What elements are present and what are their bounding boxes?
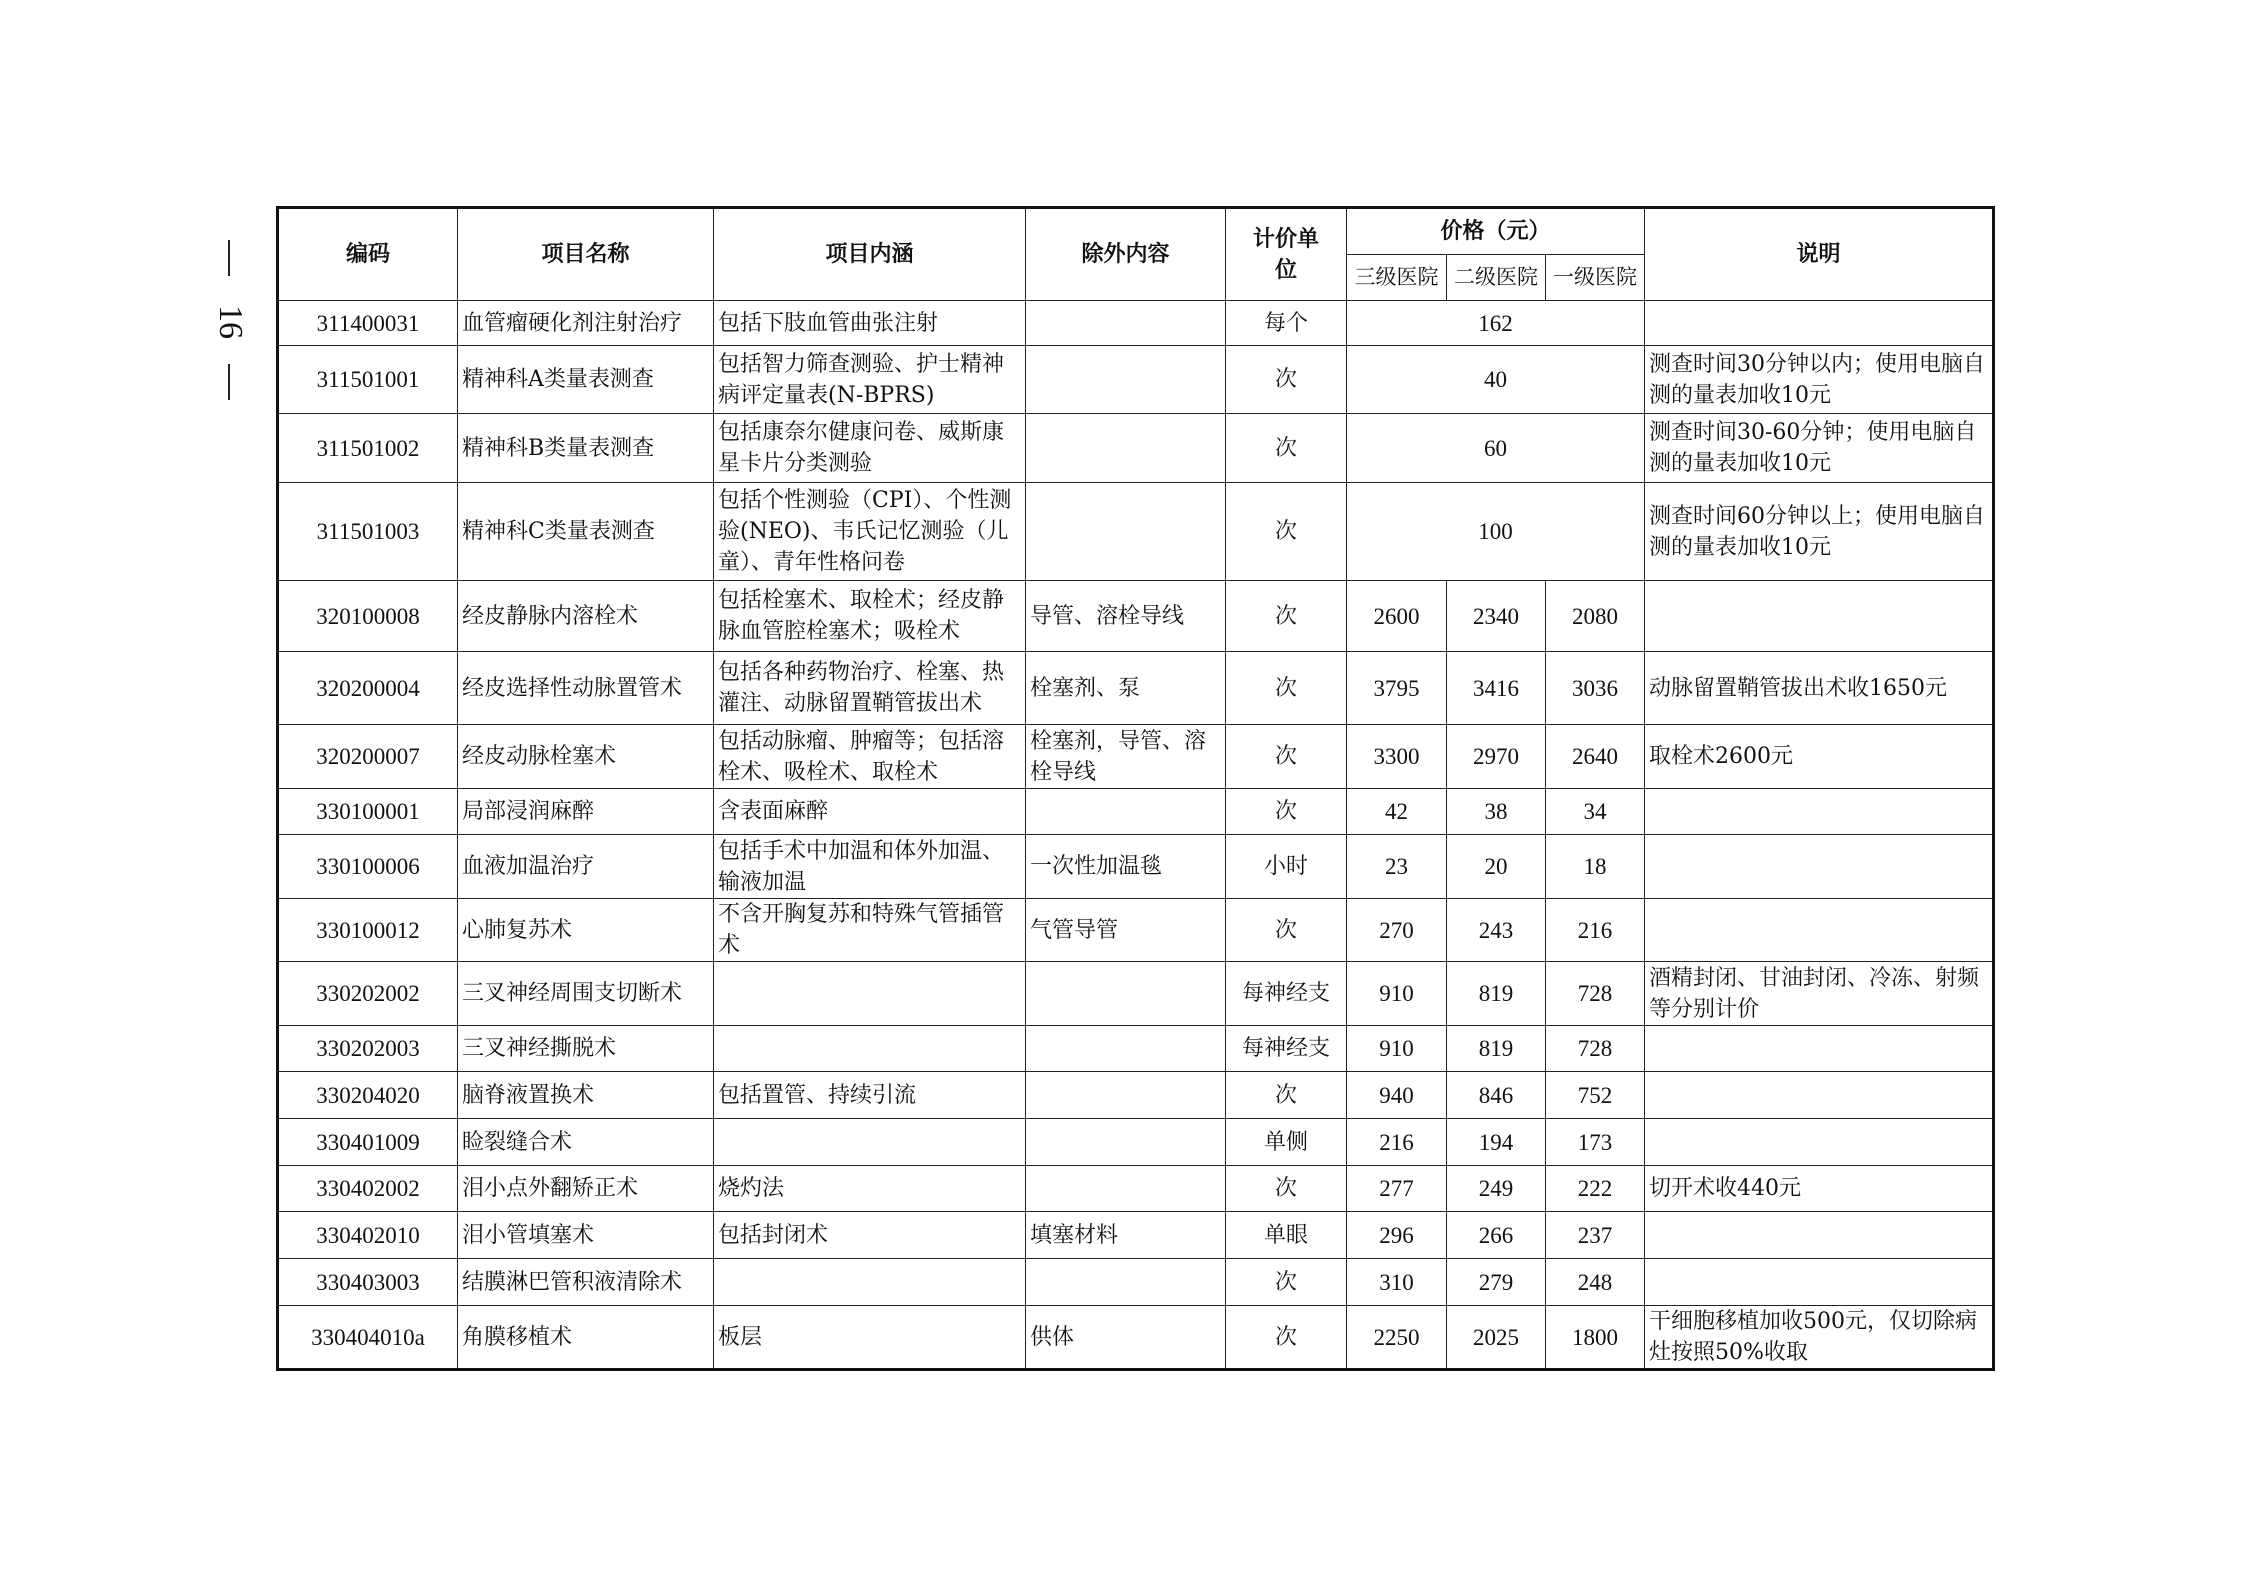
header-level2: 二级医院 [1447, 255, 1546, 301]
table-row [278, 414, 1994, 483]
cell-price-level3: 216 [1347, 1119, 1447, 1166]
cell-name: 泪小管填塞术 [458, 1212, 714, 1259]
cell-name: 经皮动脉栓塞术 [458, 725, 714, 789]
cell-name: 角膜移植术 [458, 1306, 714, 1370]
table-row [278, 581, 1994, 652]
page-number: 16 [212, 305, 249, 339]
cell-content: 含表面麻醉 [714, 789, 1026, 835]
cell-price-level1: 248 [1546, 1259, 1645, 1306]
cell-excluded: 气管导管 [1026, 899, 1226, 962]
cell-content: 包括康奈尔健康问卷、威斯康星卡片分类测验 [714, 414, 1026, 483]
cell-price-level2: 819 [1447, 1026, 1546, 1072]
cell-name: 泪小点外翻矫正术 [458, 1166, 714, 1212]
cell-note: 干细胞移植加收500元，仅切除病灶按照50%收取 [1645, 1306, 1994, 1370]
table-row [278, 962, 1994, 1026]
cell-name: 精神科C类量表测查 [458, 483, 714, 581]
table-row [278, 1306, 1994, 1370]
cell-code: 320100008 [278, 581, 458, 652]
cell-content [714, 1026, 1026, 1072]
table-row [278, 1212, 1994, 1259]
cell-excluded [1026, 962, 1226, 1026]
cell-price-level3: 270 [1347, 899, 1447, 962]
cell-excluded: 填塞材料 [1026, 1212, 1226, 1259]
cell-price-level2: 846 [1447, 1072, 1546, 1119]
cell-price-level3: 2600 [1347, 581, 1447, 652]
cell-note [1645, 1072, 1994, 1119]
cell-code: 330100001 [278, 789, 458, 835]
header-note: 说明 [1645, 208, 1994, 301]
cell-content: 包括智力筛查测验、护士精神病评定量表(N-BPRS) [714, 346, 1026, 414]
cell-price-level3: 296 [1347, 1212, 1447, 1259]
cell-name: 血液加温治疗 [458, 835, 714, 899]
cell-note [1645, 1212, 1994, 1259]
cell-content: 包括栓塞术、取栓术；经皮静脉血管腔栓塞术；吸栓术 [714, 581, 1026, 652]
table-row [278, 725, 1994, 789]
cell-excluded [1026, 1259, 1226, 1306]
cell-unit: 单眼 [1226, 1212, 1347, 1259]
cell-price-level1: 728 [1546, 962, 1645, 1026]
cell-note: 测查时间30-60分钟；使用电脑自测的量表加收10元 [1645, 414, 1994, 483]
cell-unit: 次 [1226, 1072, 1347, 1119]
cell-excluded [1026, 789, 1226, 835]
cell-price-level3: 310 [1347, 1259, 1447, 1306]
cell-excluded [1026, 1072, 1226, 1119]
cell-price-level3: 3300 [1347, 725, 1447, 789]
cell-price-level1: 728 [1546, 1026, 1645, 1072]
cell-note: 测查时间60分钟以上；使用电脑自测的量表加收10元 [1645, 483, 1994, 581]
table-row [278, 483, 1994, 581]
cell-price-level1: 222 [1546, 1166, 1645, 1212]
cell-content: 包括个性测验（CPI）、个性测验(NEO)、韦氏记忆测验（儿童）、青年性格问卷 [714, 483, 1026, 581]
cell-price-level2: 38 [1447, 789, 1546, 835]
cell-price-level2: 2025 [1447, 1306, 1546, 1370]
cell-note: 测查时间30分钟以内；使用电脑自测的量表加收10元 [1645, 346, 1994, 414]
table-row [278, 1119, 1994, 1166]
table-row [278, 346, 1994, 414]
cell-code: 330202002 [278, 962, 458, 1026]
cell-unit: 次 [1226, 899, 1347, 962]
cell-name: 结膜淋巴管积液清除术 [458, 1259, 714, 1306]
cell-unit: 次 [1226, 346, 1347, 414]
cell-content: 烧灼法 [714, 1166, 1026, 1212]
cell-content: 包括封闭术 [714, 1212, 1026, 1259]
cell-unit: 次 [1226, 483, 1347, 581]
header-code: 编码 [278, 208, 458, 301]
cell-note [1645, 301, 1994, 346]
cell-price-level1: 3036 [1546, 652, 1645, 725]
cell-code: 330100012 [278, 899, 458, 962]
page-number-marker [205, 240, 255, 400]
cell-note: 切开术收440元 [1645, 1166, 1994, 1212]
cell-note [1645, 835, 1994, 899]
cell-note [1645, 1026, 1994, 1072]
cell-unit: 次 [1226, 581, 1347, 652]
table-row [278, 789, 1994, 835]
cell-note [1645, 581, 1994, 652]
cell-code: 330100006 [278, 835, 458, 899]
cell-price-all: 60 [1347, 414, 1645, 483]
table-row [278, 301, 1994, 346]
cell-code: 320200004 [278, 652, 458, 725]
cell-price-level1: 18 [1546, 835, 1645, 899]
cell-price-level3: 2250 [1347, 1306, 1447, 1370]
cell-price-level1: 752 [1546, 1072, 1645, 1119]
cell-name: 心肺复苏术 [458, 899, 714, 962]
table-row [278, 1072, 1994, 1119]
cell-content: 包括手术中加温和体外加温、输液加温 [714, 835, 1026, 899]
cell-excluded: 导管、溶栓导线 [1026, 581, 1226, 652]
header-level1: 一级医院 [1546, 255, 1645, 301]
cell-excluded [1026, 483, 1226, 581]
cell-unit: 每神经支 [1226, 1026, 1347, 1072]
cell-code: 330401009 [278, 1119, 458, 1166]
cell-unit: 每神经支 [1226, 962, 1347, 1026]
cell-excluded [1026, 1119, 1226, 1166]
cell-price-level3: 940 [1347, 1072, 1447, 1119]
cell-name: 睑裂缝合术 [458, 1119, 714, 1166]
cell-price-level2: 20 [1447, 835, 1546, 899]
cell-unit: 次 [1226, 414, 1347, 483]
cell-price-level1: 216 [1546, 899, 1645, 962]
page-number-dash-bottom [228, 364, 230, 400]
cell-excluded [1026, 1026, 1226, 1072]
cell-content [714, 1119, 1026, 1166]
cell-unit: 次 [1226, 1259, 1347, 1306]
cell-content [714, 962, 1026, 1026]
cell-price-all: 162 [1347, 301, 1645, 346]
cell-price-level2: 819 [1447, 962, 1546, 1026]
cell-code: 330402002 [278, 1166, 458, 1212]
cell-name: 经皮选择性动脉置管术 [458, 652, 714, 725]
cell-excluded: 一次性加温毯 [1026, 835, 1226, 899]
cell-code: 311501001 [278, 346, 458, 414]
cell-content: 包括动脉瘤、肿瘤等；包括溶栓术、吸栓术、取栓术 [714, 725, 1026, 789]
cell-price-level1: 237 [1546, 1212, 1645, 1259]
cell-unit: 次 [1226, 725, 1347, 789]
cell-code: 330403003 [278, 1259, 458, 1306]
header-unit: 计价单位 [1226, 208, 1347, 301]
cell-note [1645, 1119, 1994, 1166]
cell-price-all: 100 [1347, 483, 1645, 581]
cell-content: 包括下肢血管曲张注射 [714, 301, 1026, 346]
cell-price-level3: 42 [1347, 789, 1447, 835]
cell-price-level1: 2640 [1546, 725, 1645, 789]
cell-price-level2: 266 [1447, 1212, 1546, 1259]
cell-name: 精神科B类量表测查 [458, 414, 714, 483]
cell-code: 311501002 [278, 414, 458, 483]
cell-price-level2: 279 [1447, 1259, 1546, 1306]
cell-note: 动脉留置鞘管拔出术收1650元 [1645, 652, 1994, 725]
cell-price-all: 40 [1347, 346, 1645, 414]
cell-excluded [1026, 414, 1226, 483]
cell-unit: 次 [1226, 1306, 1347, 1370]
cell-code: 330404010a [278, 1306, 458, 1370]
cell-price-level2: 243 [1447, 899, 1546, 962]
cell-price-level1: 2080 [1546, 581, 1645, 652]
cell-code: 311400031 [278, 301, 458, 346]
table-row [278, 1259, 1994, 1306]
header-price: 价格（元） [1347, 208, 1645, 255]
cell-name: 精神科A类量表测查 [458, 346, 714, 414]
cell-code: 320200007 [278, 725, 458, 789]
cell-content: 包括置管、持续引流 [714, 1072, 1026, 1119]
cell-note: 取栓术2600元 [1645, 725, 1994, 789]
cell-price-level1: 34 [1546, 789, 1645, 835]
cell-excluded: 栓塞剂、泵 [1026, 652, 1226, 725]
cell-unit: 小时 [1226, 835, 1347, 899]
cell-excluded [1026, 1166, 1226, 1212]
cell-price-level2: 194 [1447, 1119, 1546, 1166]
cell-price-level3: 277 [1347, 1166, 1447, 1212]
cell-name: 经皮静脉内溶栓术 [458, 581, 714, 652]
table-row [278, 899, 1994, 962]
cell-price-level1: 1800 [1546, 1306, 1645, 1370]
cell-unit: 次 [1226, 1166, 1347, 1212]
cell-price-level1: 173 [1546, 1119, 1645, 1166]
cell-unit: 次 [1226, 789, 1347, 835]
table-row [278, 835, 1994, 899]
price-table [276, 206, 1995, 1371]
cell-unit: 每个 [1226, 301, 1347, 346]
cell-content [714, 1259, 1026, 1306]
cell-name: 局部浸润麻醉 [458, 789, 714, 835]
page-number-dash-top [228, 240, 230, 276]
cell-content: 不含开胸复苏和特殊气管插管术 [714, 899, 1026, 962]
header-level3: 三级医院 [1347, 255, 1447, 301]
cell-price-level2: 2970 [1447, 725, 1546, 789]
cell-price-level2: 2340 [1447, 581, 1546, 652]
cell-name: 血管瘤硬化剂注射治疗 [458, 301, 714, 346]
cell-code: 330202003 [278, 1026, 458, 1072]
header-excluded: 除外内容 [1026, 208, 1226, 301]
cell-note: 酒精封闭、甘油封闭、冷冻、射频等分别计价 [1645, 962, 1994, 1026]
cell-price-level3: 910 [1347, 962, 1447, 1026]
cell-code: 330402010 [278, 1212, 458, 1259]
cell-unit: 次 [1226, 652, 1347, 725]
cell-name: 三叉神经撕脱术 [458, 1026, 714, 1072]
cell-name: 脑脊液置换术 [458, 1072, 714, 1119]
header-name: 项目名称 [458, 208, 714, 301]
cell-code: 330204020 [278, 1072, 458, 1119]
cell-content: 板层 [714, 1306, 1026, 1370]
cell-excluded: 供体 [1026, 1306, 1226, 1370]
cell-excluded [1026, 346, 1226, 414]
cell-price-level2: 3416 [1447, 652, 1546, 725]
table-row [278, 652, 1994, 725]
cell-price-level3: 23 [1347, 835, 1447, 899]
cell-note [1645, 789, 1994, 835]
cell-name: 三叉神经周围支切断术 [458, 962, 714, 1026]
cell-excluded: 栓塞剂，导管、溶栓导线 [1026, 725, 1226, 789]
cell-price-level3: 910 [1347, 1026, 1447, 1072]
cell-excluded [1026, 301, 1226, 346]
cell-unit: 单侧 [1226, 1119, 1347, 1166]
header-content: 项目内涵 [714, 208, 1026, 301]
cell-note [1645, 1259, 1994, 1306]
cell-note [1645, 899, 1994, 962]
table-row [278, 1166, 1994, 1212]
cell-price-level3: 3795 [1347, 652, 1447, 725]
cell-price-level2: 249 [1447, 1166, 1546, 1212]
cell-content: 包括各种药物治疗、栓塞、热灌注、动脉留置鞘管拔出术 [714, 652, 1026, 725]
cell-code: 311501003 [278, 483, 458, 581]
table-row [278, 1026, 1994, 1072]
